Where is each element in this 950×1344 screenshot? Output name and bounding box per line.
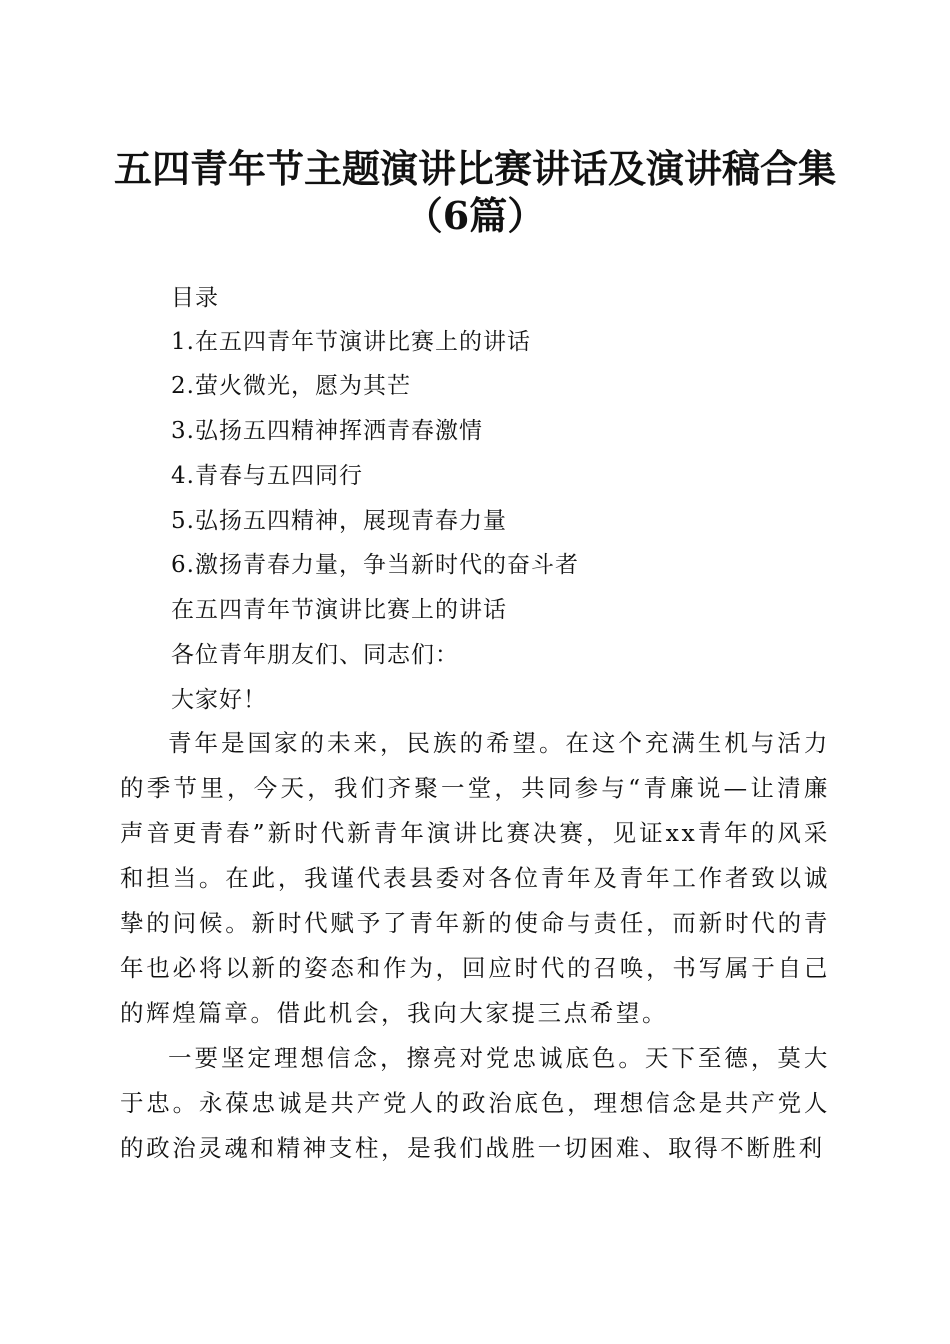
toc-item: 1.在五四青年节演讲比赛上的讲话 [171,329,531,355]
body-paragraph: 一要坚定理想信念，擦亮对党忠诚底色。天下至德，莫大于忠。永葆忠诚是共产党人的政治底色，理想信念是共产党人的政治灵魂和精神支柱，是我们战胜一切困难、取得不断胜利 [120,1044,830,1162]
body-paragraph: 青年是国家的未来，民族的希望。在这个充满生机与活力的季节里，今天，我们齐聚一堂，共同参与“青廉说—让清廉声音更青春”新时代新青年演讲比赛决赛，见证xx青年的风采和担当。在此，我谨代表县委对各位青年及青年工作者致以诚挚的问候。新时代赋予了青年新的使命与责任，而新时代的青年也必将以新的姿态和作为，回应时代的召唤，书写属于自己的辉煌篇章。借此机会，我向大家提三点希望。 [120,729,830,1027]
salutation: 各位青年朋友们、同志们： [171,642,459,668]
greeting: 大家好！ [171,687,267,713]
section-title: 在五四青年节演讲比赛上的讲话 [171,597,507,623]
toc-item: 6.激扬青春力量，争当新时代的奋斗者 [171,552,579,578]
toc-item: 4.青春与五四同行 [171,463,363,489]
toc-item: 2.萤火微光，愿为其芒 [171,373,411,399]
document-title-count: （6篇） [404,193,546,238]
toc-item: 5.弘扬五四精神，展现青春力量 [171,508,507,534]
toc-heading: 目录 [171,285,219,311]
document-title: 五四青年节主题演讲比赛讲话及演讲稿合集 [113,146,836,191]
toc-item: 3.弘扬五四精神挥洒青春激情 [171,418,483,444]
